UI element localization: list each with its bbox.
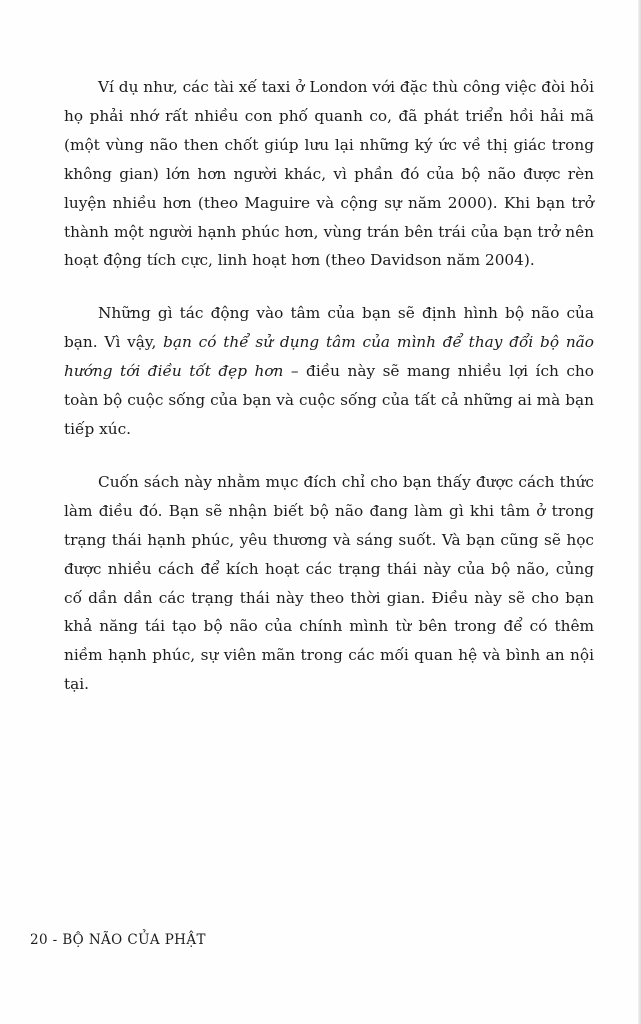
footer-separator: - [47, 932, 63, 948]
paragraph-2-text-before: Những gì tác động vào tâm của bạn sẽ định hình bộ não của bạn. Vì vậy, [64, 304, 594, 352]
paragraph-3 [64, 468, 594, 699]
paragraph-2-text-after: – điều này sẽ mang nhiều lợi ích cho toàn bộ cuộc sống của bạn và cuộc sống của tất cả những ai mà bạn tiếp xúc. [64, 362, 594, 438]
paragraph-1-text: Ví dụ như, các tài xế taxi ở London với đặc thù công việc đòi hỏi họ phải nhớ rất nhiều con phố quanh co, đã phát triển hồi hải mã (một vùng não then chốt giúp lưu lại những ký ức về thị giác trong không gian) lớn hơn người khác, vì phần đó của bộ não được rèn luyện nhiều hơn (theo Maguire và cộng sự năm 2000). Khi bạn trở thành một người hạnh phúc hơn, vùng trán bên trái của bạn trở nên hoạt động tích cực, linh hoạt hơn (theo Davidson năm 2004). [64, 78, 594, 270]
paragraph-2-italic-phrase: bạn có thể sử dụng tâm của mình để thay đổi bộ não hướng tới điều tốt đẹp hơn [64, 333, 594, 381]
page-footer [30, 932, 206, 948]
paragraph-3-text: Cuốn sách này nhằm mục đích chỉ cho bạn thấy được cách thức làm điều đó. Bạn sẽ nhận biết bộ não đang làm gì khi tâm ở trong trạng thái hạnh phúc, yêu thương và sáng suốt. Và bạn cũng sẽ học được nhiều cách để kích hoạt các trạng thái này của bộ não, củng cố dần dần các trạng thái này theo thời gian. Điều này sẽ cho bạn khả năng tái tạo bộ não của chính mình từ bên trong để có thêm niềm hạnh phúc, sự viên mãn trong các mối quan hệ và bình an nội tại. [64, 472, 594, 694]
running-title: BỘ NÃO CỦA PHẬT [62, 932, 206, 948]
paragraph-2 [64, 299, 594, 444]
body-text [64, 73, 594, 718]
paragraph-1 [64, 73, 594, 275]
page-number: 20 [30, 932, 48, 948]
